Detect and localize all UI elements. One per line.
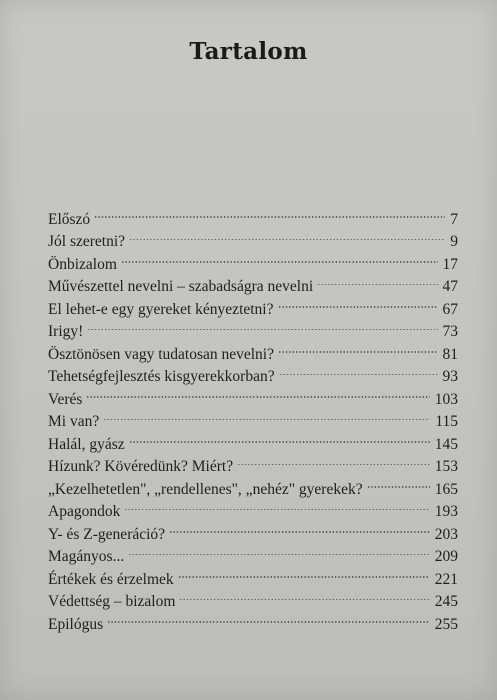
toc-entry-title: Hízunk? Kövéredünk? Miért? (48, 458, 234, 475)
toc-entry-title: Epilógus (48, 615, 104, 633)
toc-entry (48, 426, 458, 453)
toc-entry (48, 224, 458, 250)
dot-leader (317, 269, 439, 292)
dot-leader (179, 584, 431, 607)
dot-leader (121, 246, 440, 269)
toc-entry-page-number: 221 (434, 570, 458, 588)
toc-entry-page-number: 255 (434, 615, 458, 633)
dot-leader (237, 449, 432, 472)
dot-leader (129, 224, 447, 247)
toc-entry-page-number: 93 (442, 368, 458, 385)
toc-entry-title: Magányos... (48, 548, 125, 565)
dot-leader (124, 494, 431, 517)
toc-entry-page-number: 9 (450, 233, 458, 250)
dot-leader (87, 314, 439, 337)
dot-leader (86, 381, 431, 404)
toc-entry-page-number: 209 (434, 548, 458, 565)
toc-entry-title: Művészettel nevelni – szabadságra nevelni (48, 278, 314, 295)
toc-entry-title: Tehetségfejlesztés kisgyerekkorban? (48, 368, 275, 385)
dot-leader (278, 291, 440, 314)
toc-entry-page-number: 67 (442, 300, 458, 318)
toc-entry (48, 201, 458, 228)
toc-entry-title: Ösztönösen vagy tudatosan nevelni? (48, 345, 274, 363)
dot-leader (367, 471, 432, 494)
toc-entry-title: Előszó (48, 210, 91, 228)
toc-entry-page-number: 193 (434, 503, 458, 520)
toc-entry-title: Irigy! (48, 323, 84, 340)
toc-entry-page-number: 103 (434, 390, 458, 408)
toc-entry-page-number: 203 (434, 525, 458, 543)
toc-entry-page-number: 7 (450, 210, 458, 228)
toc-entry-page-number: 115 (435, 413, 458, 430)
toc-entry (48, 606, 458, 633)
toc-entry-page-number: 145 (434, 435, 458, 453)
toc-entry-title: Mi van? (48, 413, 100, 430)
toc-entry-title: Halál, gyász (48, 435, 125, 453)
toc-entry-title: Verés (48, 390, 83, 408)
toc-entry (48, 404, 458, 430)
toc-entry (48, 336, 458, 363)
toc-entry-page-number: 165 (434, 480, 458, 498)
toc-entry-title: Értékek és érzelmek (48, 570, 174, 588)
toc-entry-title: Apagondok (48, 503, 121, 520)
dot-leader (178, 561, 432, 584)
toc-entry-page-number: 81 (442, 345, 458, 363)
toc-entry-title: El lehet-e egy gyereket kényeztetni? (48, 300, 274, 318)
toc-entry (48, 314, 458, 340)
toc-entry-page-number: 47 (442, 278, 458, 295)
toc-entry-title: Önbizalom (48, 255, 117, 273)
toc-entry-page-number: 153 (434, 458, 458, 475)
dot-leader (128, 539, 432, 562)
dot-leader (107, 606, 432, 629)
dot-leader (169, 516, 432, 539)
dot-leader (279, 359, 440, 382)
toc-entry-title: Jól szeretni? (48, 233, 126, 250)
toc-entry-title: „Kezelhetetlen", „rendellenes", „nehéz" gyerekek? (48, 480, 363, 498)
dot-leader (94, 201, 447, 224)
toc-entry-page-number: 17 (442, 255, 458, 273)
toc-entry-title: Y- és Z-generáció? (48, 525, 166, 543)
dot-leader (278, 336, 440, 359)
dot-leader (103, 404, 432, 427)
page-title: Tartalom (189, 38, 308, 65)
dot-leader (129, 426, 432, 449)
toc-entry (48, 381, 458, 408)
table-of-contents (48, 201, 458, 633)
toc-entry-title: Védettség – bizalom (48, 593, 176, 610)
toc-entry-page-number: 73 (442, 323, 458, 340)
toc-entry-page-number: 245 (434, 593, 458, 610)
